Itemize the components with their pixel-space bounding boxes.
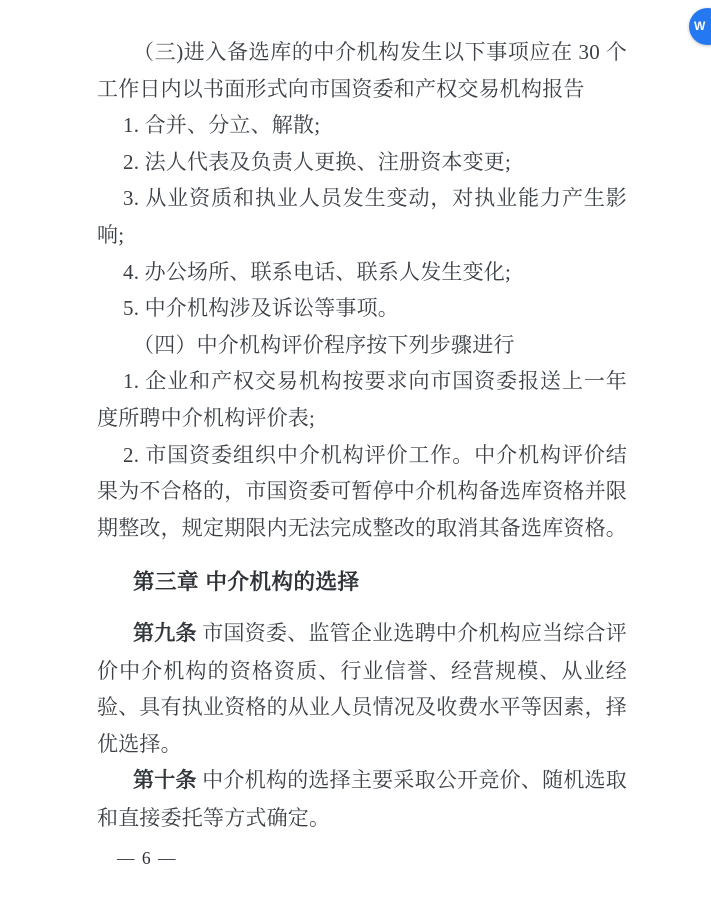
list-item-eval-2: [97, 437, 627, 547]
paragraph-item-4: [97, 327, 627, 364]
paragraph-text: （四）中介机构评价程序按下列步骤进行: [133, 332, 515, 357]
article-9-paragraph: [97, 615, 627, 762]
paragraph-text: 1. 企业和产权交易机构按要求向市国资委报送上一年度所聘中介机构评价表;: [97, 369, 627, 430]
floating-action-button[interactable]: [689, 8, 711, 45]
paragraph-text: 4. 办公场所、联系电话、联系人发生变化;: [123, 259, 512, 284]
article-10-paragraph: [97, 762, 627, 836]
paragraph-text: 3. 从业资质和执业人员发生变动，对执业能力产生影响;: [97, 186, 627, 247]
paragraph-text: 中介机构的选择主要采取公开竞价、随机选取和直接委托等方式确定。: [97, 768, 627, 830]
list-item-4: [97, 254, 627, 291]
list-item-eval-1: [97, 363, 627, 436]
paragraph-text: （三)进入备选库的中介机构发生以下事项应在 30 个工作日内以书面形式向市国资委和产权交易机构报告: [97, 40, 627, 101]
paragraph-text: 市国资委、监管企业选聘中介机构应当综合评价中介机构的资格资质、行业信誉、经营规模、从业经验、具有执业资格的从业人员情况及收费水平等因素，择优选择。: [97, 620, 627, 756]
paragraph-text: 5. 中介机构涉及诉讼等事项。: [123, 296, 399, 321]
wps-logo-icon: W: [694, 19, 706, 33]
paragraph-text: 1. 合并、分立、解散;: [123, 113, 321, 138]
list-item-1: [97, 107, 627, 144]
list-item-5: [97, 290, 627, 327]
list-item-3: [97, 180, 627, 253]
chapter-heading: 第三章 中介机构的选择: [133, 570, 360, 595]
paragraph-text: 2. 法人代表及负责人更换、注册资本变更;: [123, 149, 512, 174]
paragraph-item-3: [97, 34, 627, 107]
article-number: 第九条: [133, 621, 197, 645]
list-item-2: [97, 144, 627, 181]
page-number: — 6 —: [117, 848, 177, 868]
paragraph-text: 2. 市国资委组织中介机构评价工作。中介机构评价结果为不合格的，市国资委可暂停中介机构备选库资格并限期整改，规定期限内无法完成整改的取消其备选库资格。: [97, 442, 627, 540]
article-number: 第十条: [133, 769, 197, 793]
document-body: [97, 34, 627, 836]
